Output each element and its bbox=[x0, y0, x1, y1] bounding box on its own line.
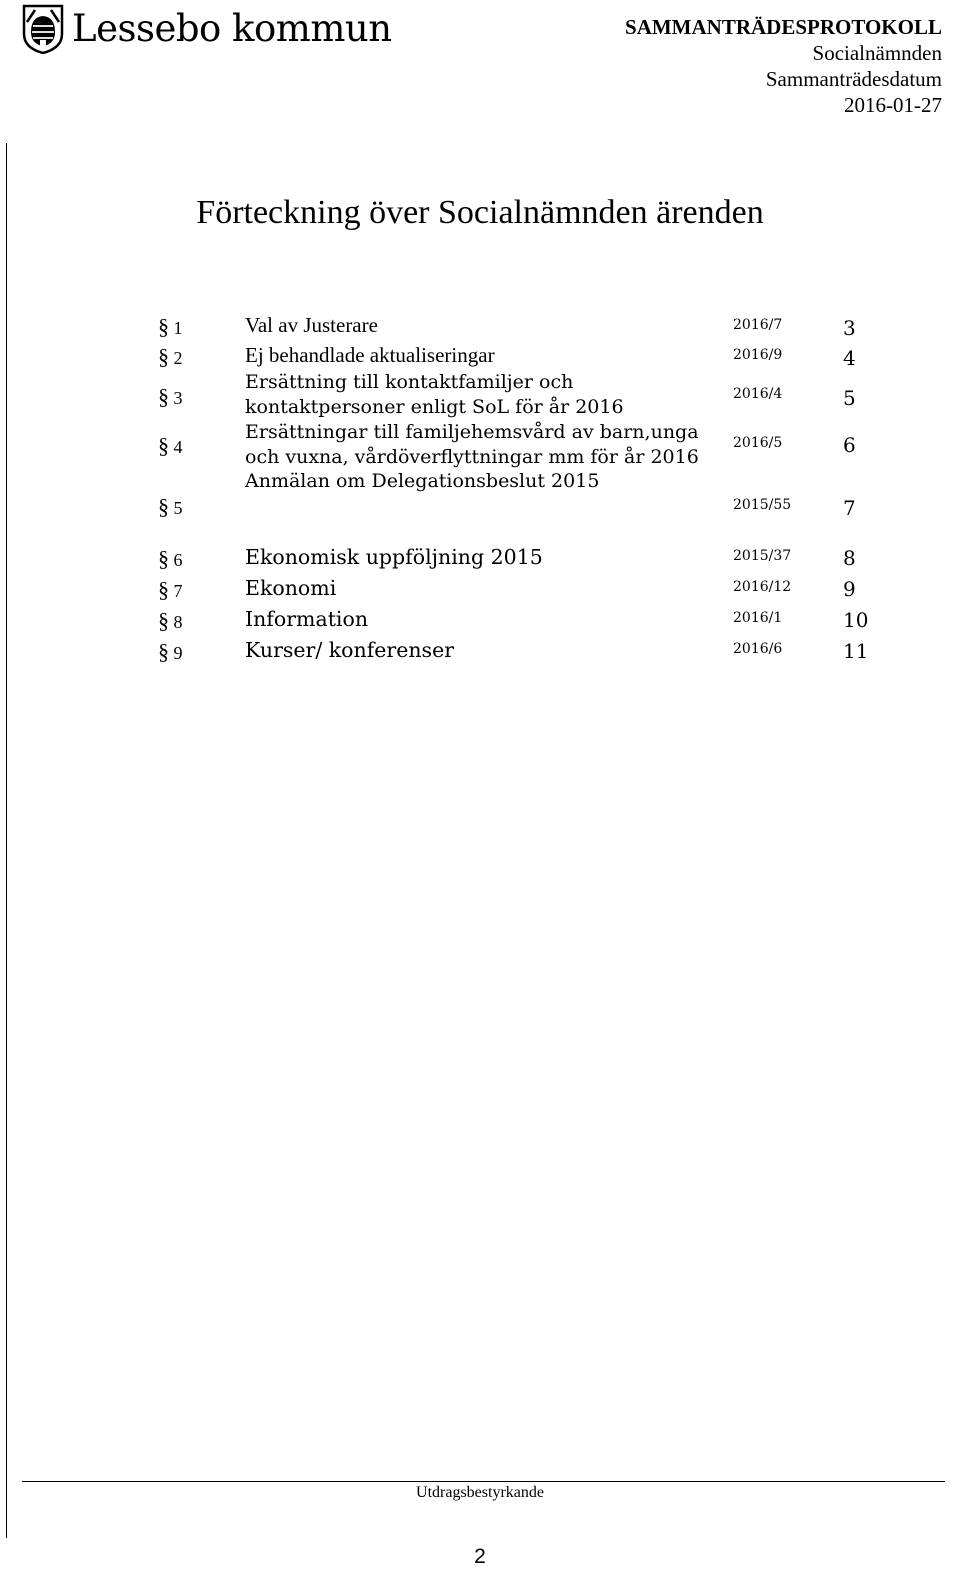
footer-divider bbox=[22, 1481, 945, 1482]
page-title: Förteckning över Socialnämnden ärenden bbox=[196, 194, 764, 231]
meeting-date-label: Sammanträdesdatum bbox=[765, 67, 942, 91]
protocol-header bbox=[625, 14, 942, 118]
item-title-line: Ersättning till kontaktfamiljer och bbox=[245, 371, 574, 393]
item-title: Kurser/ konferenser bbox=[245, 638, 455, 662]
item-title-line: kontaktpersoner enligt SoL för år 2016 bbox=[245, 396, 624, 418]
item-title: Ekonomisk uppföljning 2015 bbox=[245, 545, 543, 569]
section-number: § 9 bbox=[158, 639, 183, 664]
section-number: § 5 bbox=[158, 494, 183, 519]
section-number: § 2 bbox=[158, 344, 183, 369]
case-number: 2016/5 bbox=[733, 435, 783, 451]
municipality-logo bbox=[22, 4, 392, 56]
case-number: 2016/6 bbox=[733, 641, 783, 657]
section-number: § 6 bbox=[158, 546, 183, 571]
org-name: Lessebo kommun bbox=[72, 7, 392, 50]
case-number: 2016/1 bbox=[733, 610, 783, 626]
item-title: Val av Justerare bbox=[245, 313, 378, 337]
case-number: 2016/12 bbox=[733, 579, 792, 595]
page-reference: 6 bbox=[843, 433, 856, 457]
section-number: § 3 bbox=[158, 384, 183, 409]
case-number: 2016/9 bbox=[733, 347, 783, 363]
page-reference: 11 bbox=[843, 639, 869, 663]
certification-label: Utdragsbestyrkande bbox=[416, 1484, 544, 1501]
section-number: § 8 bbox=[158, 608, 183, 633]
protocol-title: SAMMANTRÄDESPROTOKOLL bbox=[625, 15, 942, 39]
meeting-date: 2016-01-27 bbox=[844, 93, 942, 117]
section-number: § 1 bbox=[158, 314, 183, 339]
section-number: § 7 bbox=[158, 577, 183, 602]
beehive-emblem-icon bbox=[22, 4, 64, 54]
case-number: 2016/7 bbox=[733, 317, 783, 333]
page-reference: 9 bbox=[843, 577, 856, 601]
item-title: Ekonomi bbox=[245, 576, 337, 600]
item-title: Ej behandlade aktualiseringar bbox=[245, 343, 495, 367]
committee-name: Socialnämnden bbox=[812, 41, 942, 65]
case-number: 2015/55 bbox=[733, 497, 792, 513]
case-number: 2016/4 bbox=[733, 386, 783, 402]
page-reference: 5 bbox=[843, 386, 856, 410]
page-reference: 8 bbox=[843, 546, 856, 570]
case-number: 2015/37 bbox=[733, 548, 792, 564]
page-reference: 10 bbox=[843, 608, 869, 632]
item-title: Anmälan om Delegationsbeslut 2015 bbox=[245, 470, 600, 492]
page-reference: 4 bbox=[843, 346, 856, 370]
item-title-line: och vuxna, vårdöverflyttningar mm för år 2016 bbox=[245, 446, 699, 468]
item-title: Information bbox=[245, 607, 369, 631]
page-number: 2 bbox=[474, 1545, 486, 1568]
item-title-line: Ersättningar till familjehemsvård av barn,unga bbox=[245, 421, 699, 443]
page-reference: 7 bbox=[843, 496, 856, 520]
margin-line bbox=[6, 143, 7, 1538]
section-number: § 4 bbox=[158, 433, 183, 458]
page-reference: 3 bbox=[843, 316, 856, 340]
